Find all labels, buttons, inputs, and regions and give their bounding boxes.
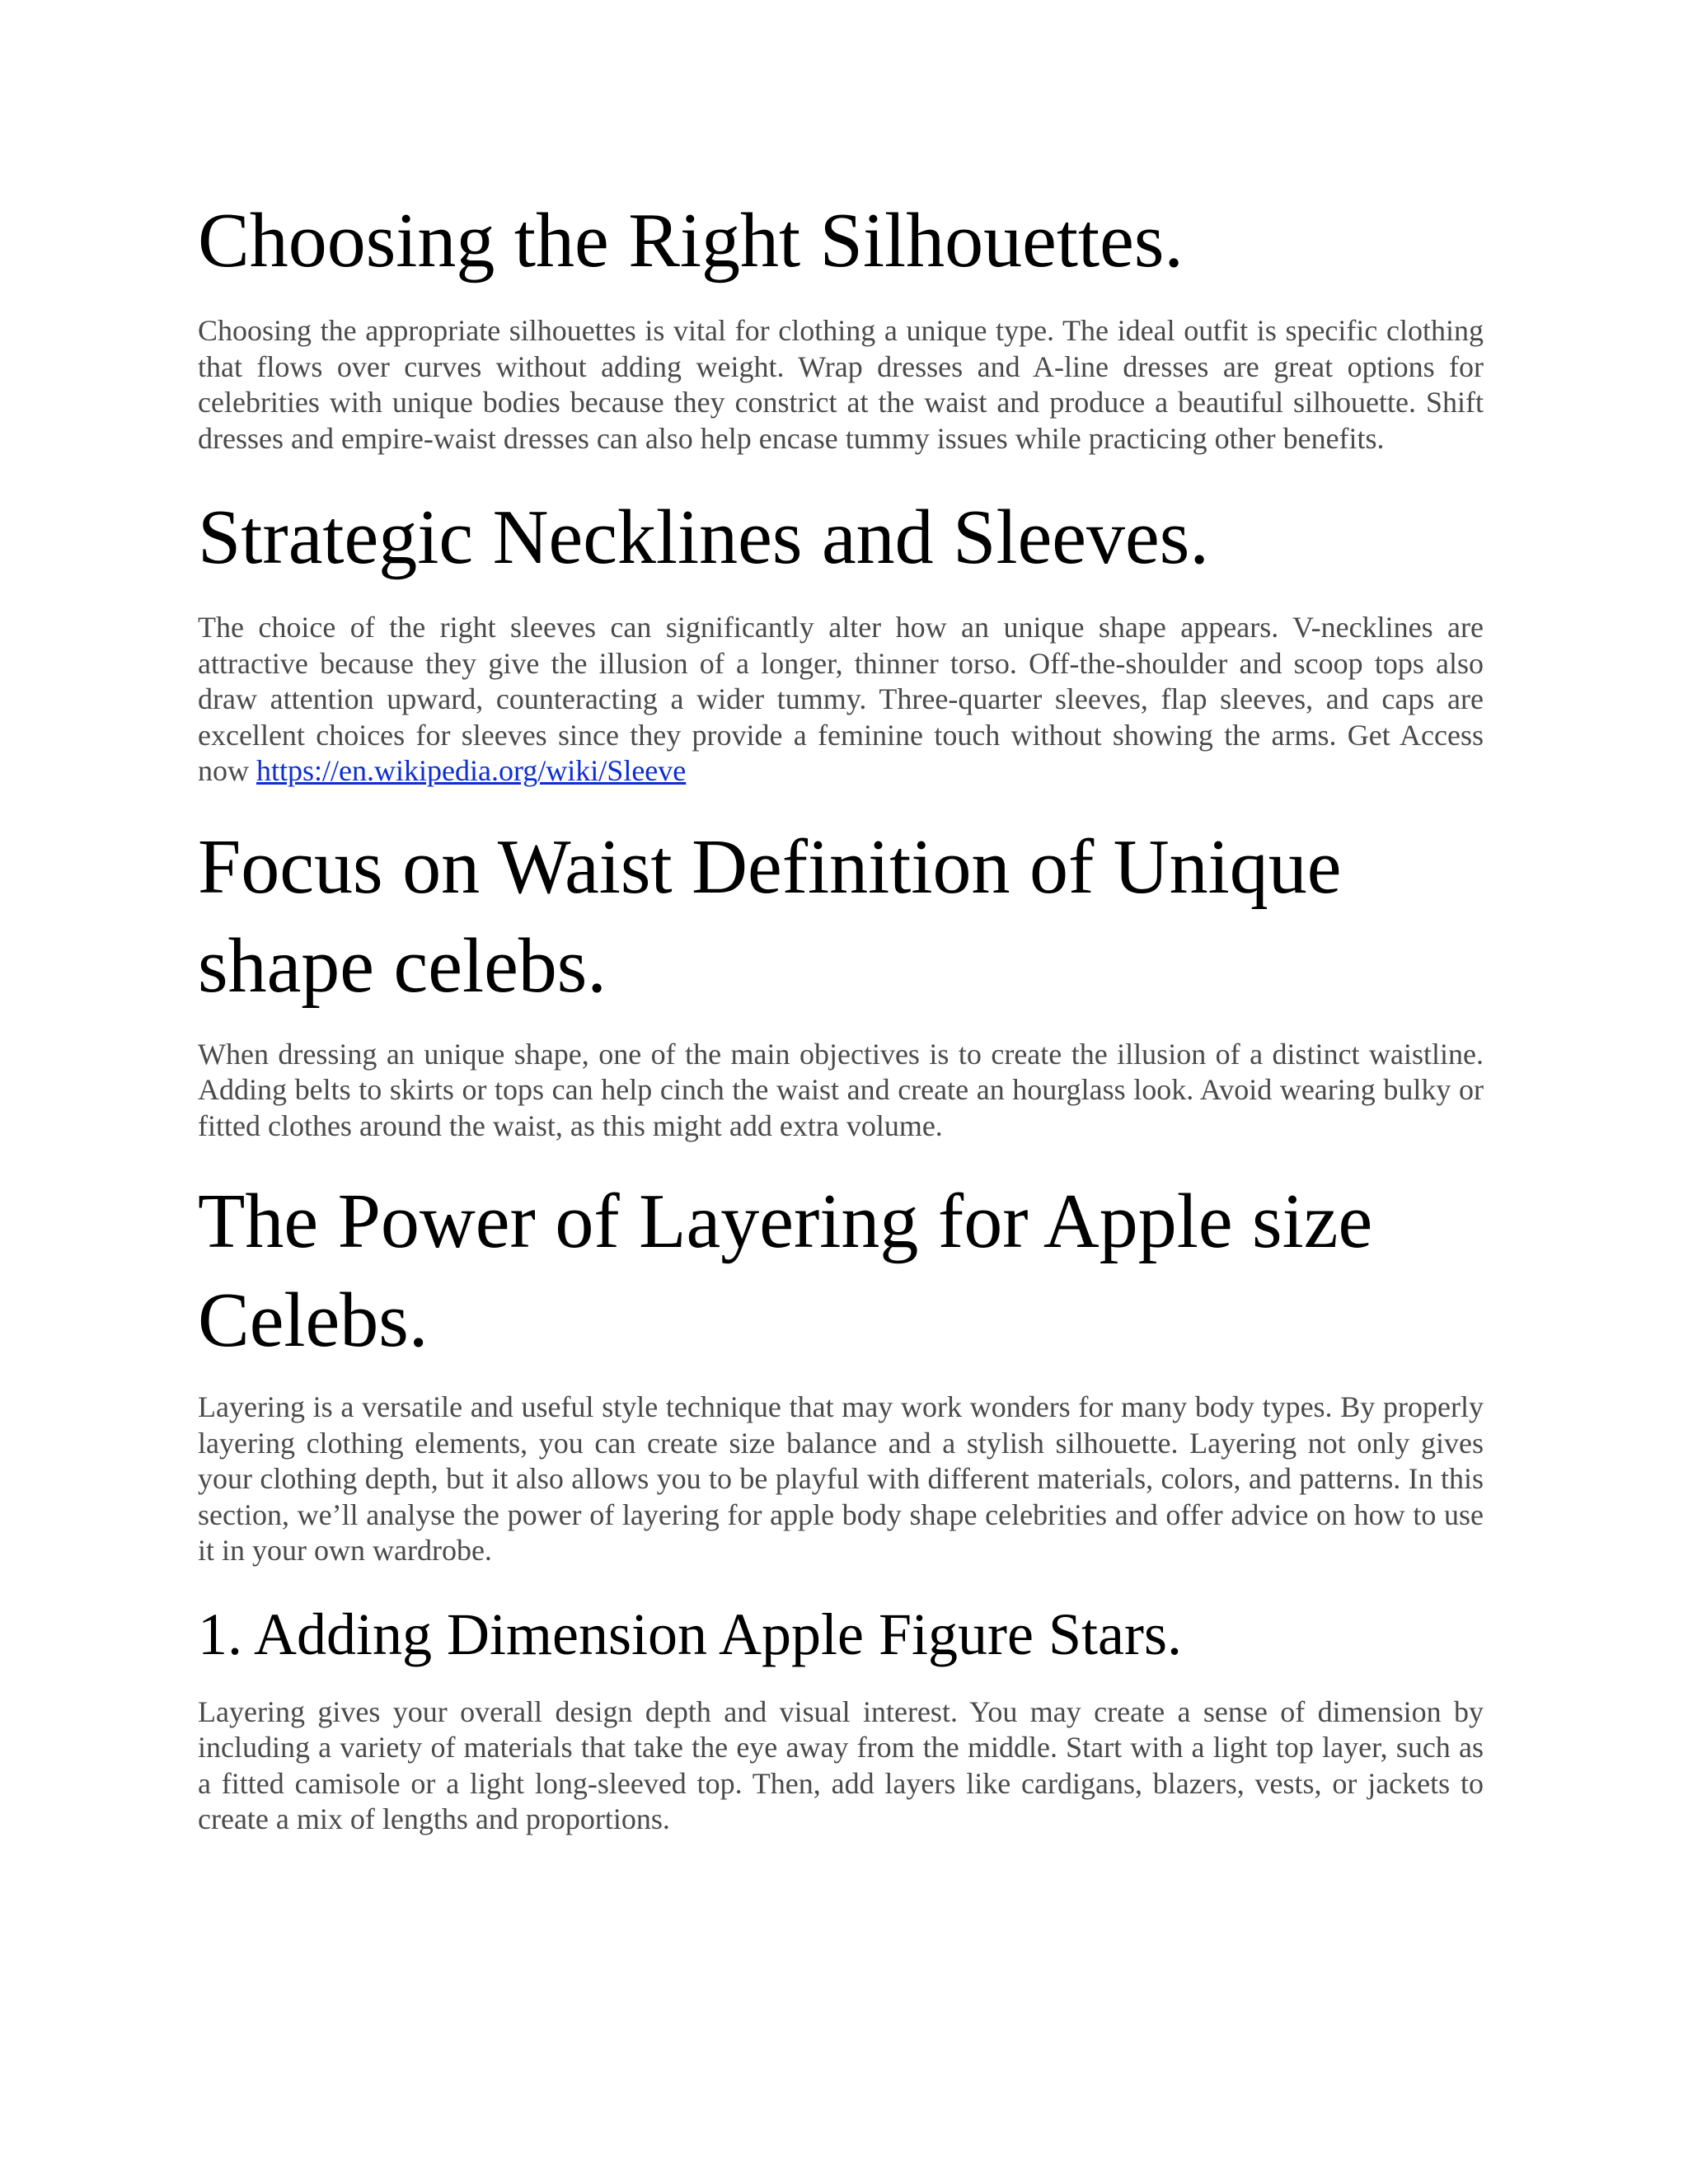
paragraph-waist: When dressing an unique shape, one of the main objectives is to create the illusion of a distinct waistline. Adding belts to skirts or tops can help cinch the waist and create an hourglass look. Avoid wearing bulky or fitted clothes around the waist, as this might add extra volume.	[198, 1037, 1484, 1142]
heading-adding-dimension: 1. Adding Dimension Apple Figure Stars.	[198, 1601, 1182, 1667]
heading-choosing-right-silhouettes: Choosing the Right Silhouettes.	[198, 198, 1184, 284]
paragraph-dimension: Layering gives your overall design depth and visual interest. You may create a sense of dimension by including a variety of materials that take the eye away from the middle. Start with a light top layer, such as a fitted camisole or a light long-sleeved top. Then, add layers like cardigans, blazers, vests, or jackets to create a mix of lengths and proportions.	[198, 1694, 1484, 1835]
wikipedia-sleeve-link[interactable]: https://en.wikipedia.org/wiki/Sleeve	[256, 754, 687, 787]
paragraph-necklines	[198, 610, 1484, 790]
paragraph-silhouettes: Choosing the appropriate silhouettes is vital for clothing a unique type. The ideal outfit is specific clothing that flows over curves without adding weight. Wrap dresses and A-line dresses are great options for celebrities with unique bodies because they constrict at the waist and produce a beautiful silhouette. Shift dresses and empire-waist dresses can also help encase tummy issues while practicing other benefits.	[198, 314, 1484, 455]
heading-strategic-necklines-sleeves: Strategic Necklines and Sleeves.	[198, 494, 1209, 580]
document-page	[198, 191, 1484, 1838]
paragraph-layering: Layering is a versatile and useful style technique that may work wonders for many body types. By properly layering clothing elements, you can create size balance and a stylish silhouette. Layering not only gives your clothing depth, but it also allows you to be playful with different materials, colors, and patterns. In this section, we’ll analyse the power of layering for apple body shape celebrities and offer advice on how to use it in your own wardrobe.	[198, 1390, 1484, 1567]
heading-focus-waist-definition: Focus on Waist Definition of Unique shape celebs.	[198, 823, 1342, 1009]
heading-power-of-layering: The Power of Layering for Apple size Celebs.	[198, 1179, 1373, 1363]
paragraph-necklines-text: The choice of the right sleeves can significantly alter how an unique shape appears. V-necklines are attractive because they give the illusion of a longer, thinner torso. Off-the-shoulder and scoop tops also draw attention upward, counteracting a wider tummy. Three-quarter sleeves, flap sleeves, and caps are excellent choices for sleeves since they provide a feminine touch without showing the arms. Get Access now	[198, 611, 1484, 787]
